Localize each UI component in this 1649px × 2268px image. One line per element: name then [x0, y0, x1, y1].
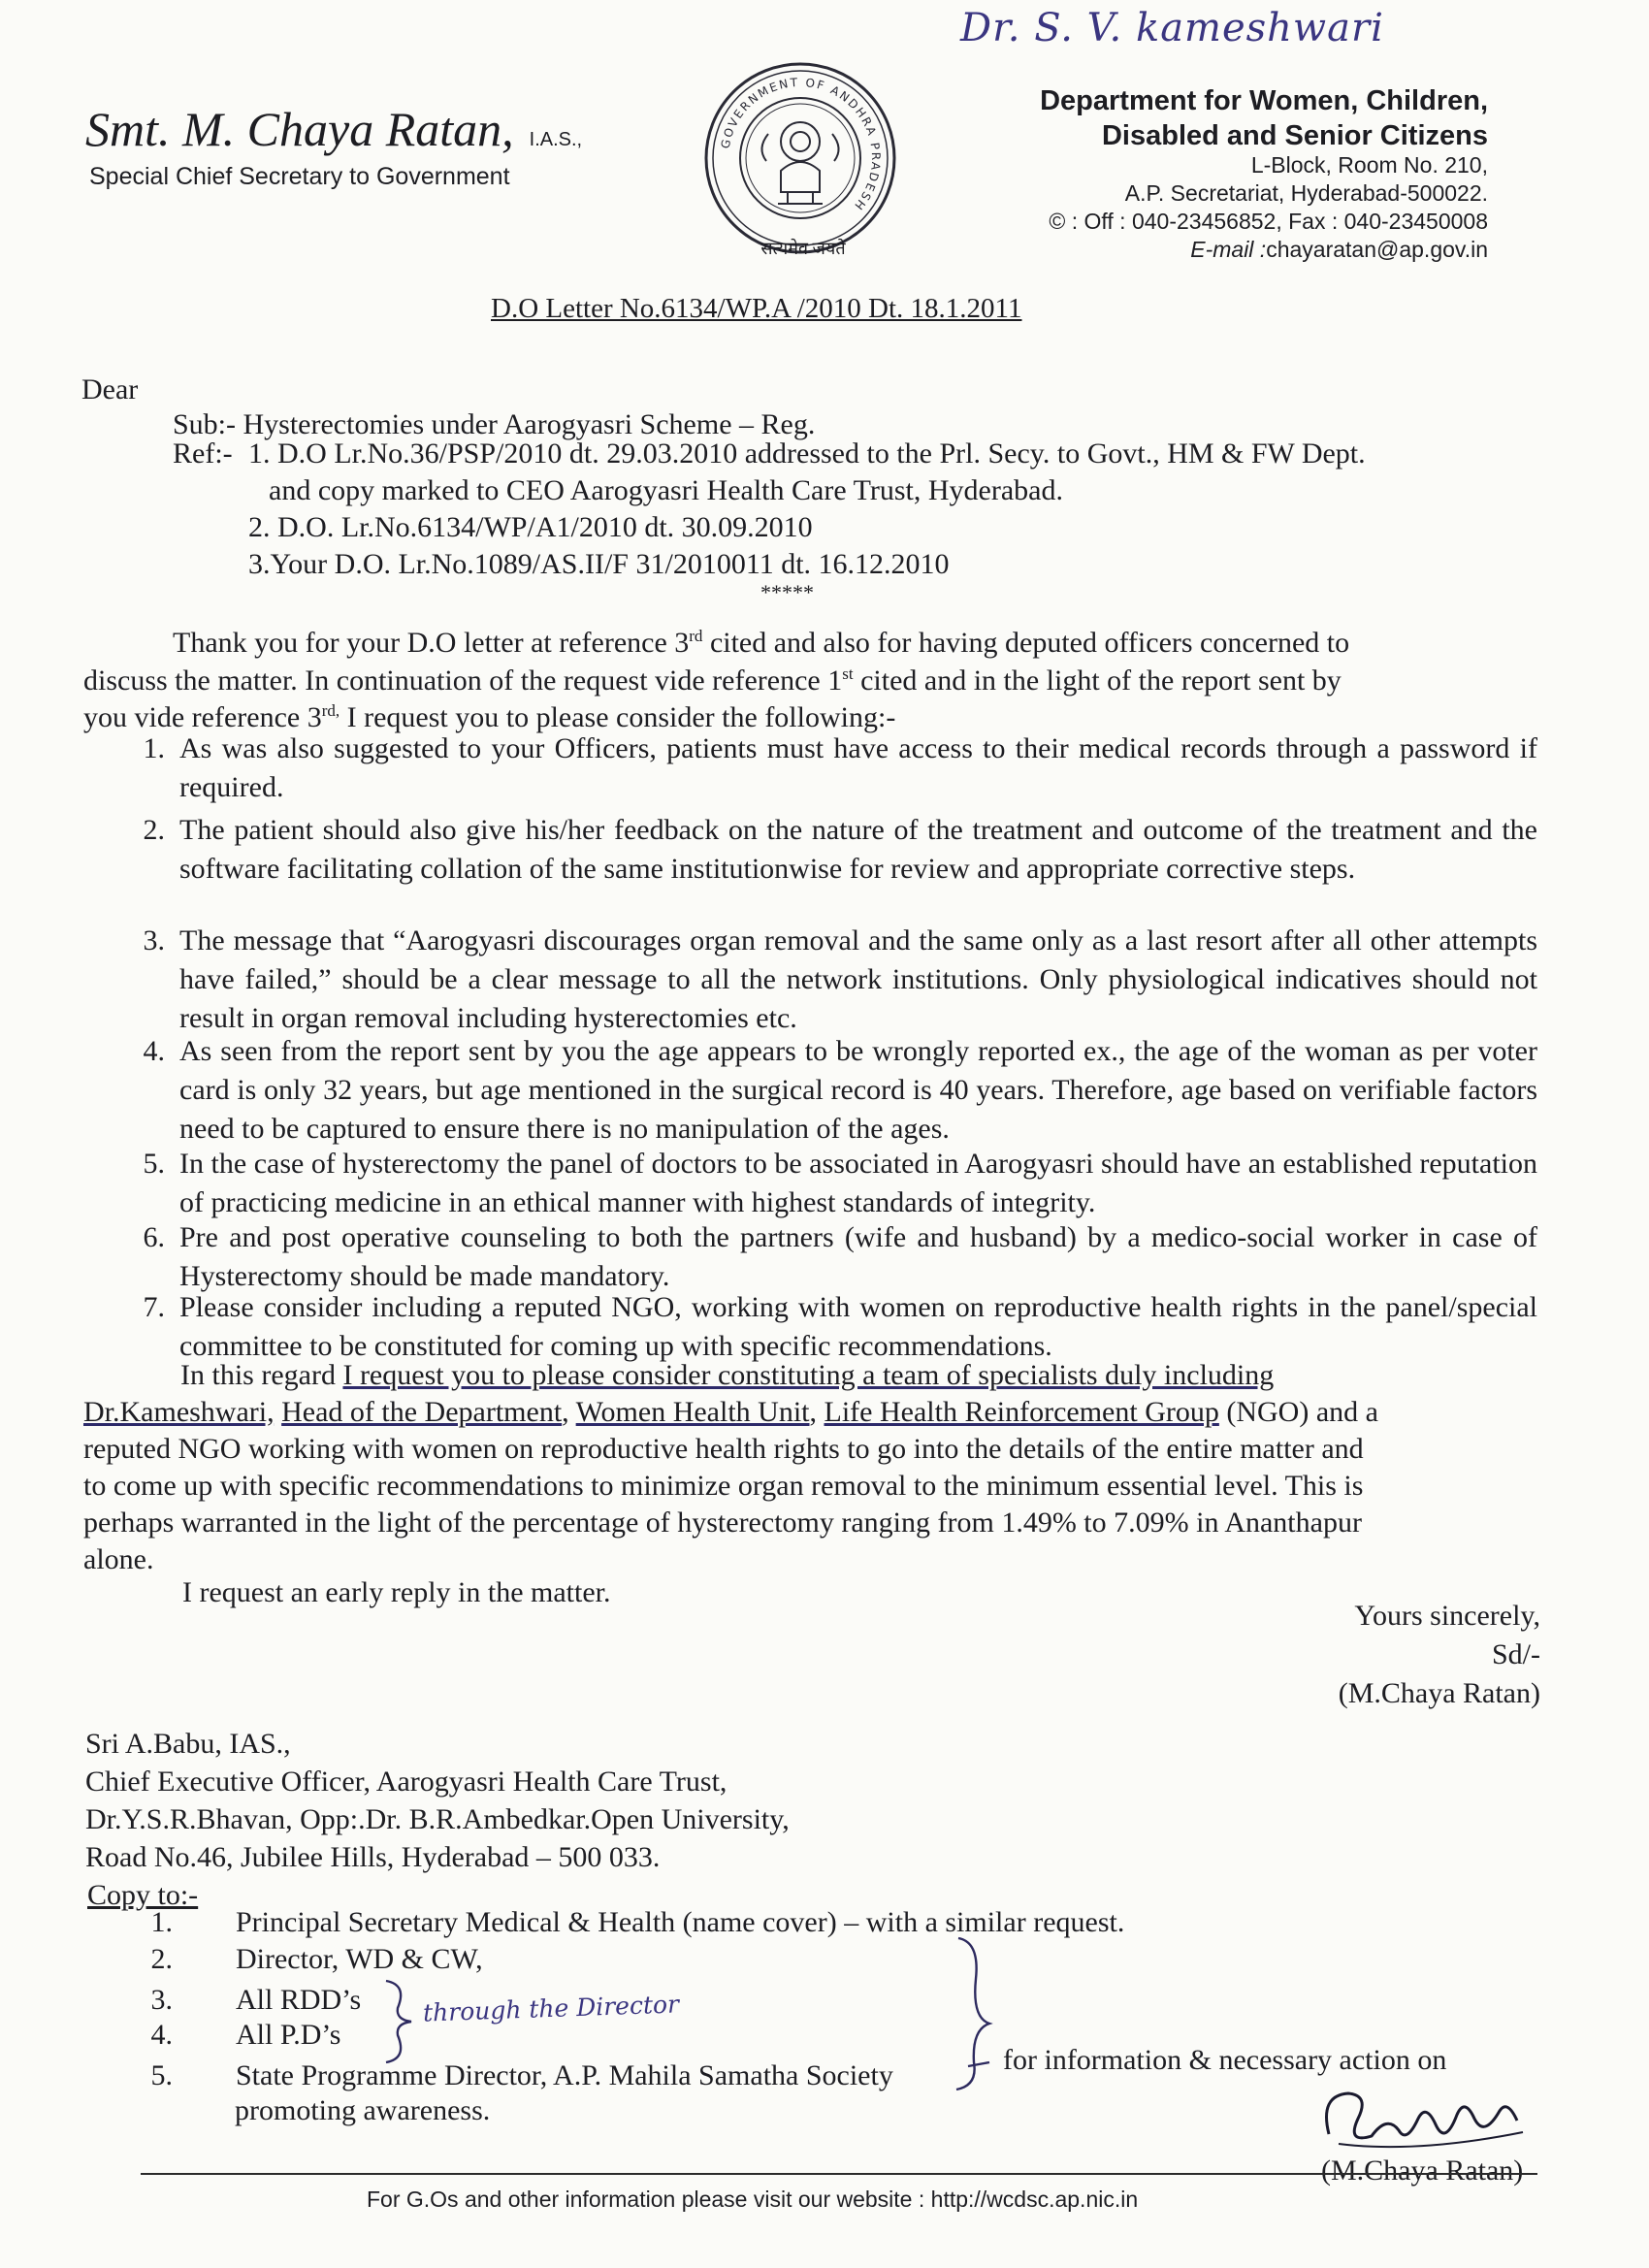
signature-name: (M.Chaya Ratan) [1321, 2155, 1524, 2187]
sender-suffix: I.A.S., [529, 129, 583, 150]
ref-label: Ref:- [173, 437, 233, 470]
point-number: 5. [143, 1148, 165, 1180]
separator-stars: ***** [760, 580, 814, 604]
department-name-line1: Department for Women, Children, [1040, 85, 1488, 116]
regard-sep4: (NGO) and a [1218, 1396, 1378, 1428]
signoff-yours: Yours sincerely, [1354, 1600, 1540, 1632]
department-email-line [1049, 236, 1488, 264]
addressee-line4: Road No.46, Jubilee Hills, Hyderabad – 500 033. [85, 1841, 661, 1873]
regard-sep1 [275, 1396, 282, 1428]
regard-hod-underlined: Head of the Department [281, 1396, 563, 1428]
reference-1a: 1. D.O Lr.No.36/PSP/2010 dt. 29.03.2010 addressed to the Prl. Secy. to Govt., HM & FW Dept. [248, 437, 1366, 470]
point-text: Pre and post operative counseling to both the partners (wife and husband) by a medico-social worker in case of Hysterectomy should be made mandatory. [179, 1221, 1537, 1292]
regard-line5: perhaps warranted in the light of the percentage of hysterectomy ranging from 1.49% to 7.09% in Ananthapur [83, 1507, 1362, 1539]
reference-2: 2. D.O. Lr.No.6134/WP/A1/2010 dt. 30.09.2010 [248, 511, 813, 543]
footer-website-note: For G.Os and other information please visit our website : http://wcdsc.ap.nic.in [367, 2187, 1139, 2212]
copy-number: 1. [150, 1906, 173, 1938]
department-phone: © : Off : 040-23456852, Fax : 040-23450008 [1049, 209, 1488, 234]
department-address1: L-Block, Room No. 210, [1250, 152, 1488, 178]
point-number: 7. [143, 1291, 165, 1323]
letter-reference-number: D.O Letter No.6134/WP.A /2010 Dt. 18.1.2011 [491, 293, 1022, 324]
intro-line1-sup: rd [689, 627, 703, 645]
addressee-block [85, 1725, 790, 1876]
signoff-name: (M.Chaya Ratan) [1338, 1677, 1540, 1709]
point-number: 6. [143, 1221, 165, 1253]
point-text: The message that “Aarogyasri discourages organ removal and the same only as a last resort after all other attempts have failed,” should be a clear message to all the network institutions. Only physiological indicatives should not result in organ removal including hysterectomies etc. [179, 924, 1537, 1034]
point-text: As was also suggested to your Officers, patients must have access to their medical records through a password if required. [179, 732, 1537, 803]
copy-number: 2. [150, 1943, 173, 1975]
addressee-line2: Chief Executive Officer, Aarogyasri Health Care Trust, [85, 1766, 728, 1798]
handwritten-note: through the Director [422, 1990, 680, 2027]
addressee-line3: Dr.Y.S.R.Bhavan, Opp:.Dr. B.R.Ambedkar.Open University, [85, 1803, 790, 1835]
regard-unit-underlined: Women Health Unit [575, 1396, 810, 1428]
regard-group-underlined: Life Health Reinforcement Group [824, 1396, 1219, 1428]
intro-line2-a: discuss the matter. In continuation of the request vide reference 1 [83, 664, 843, 697]
handwritten-annotation: Dr. S. V. kameshwari [960, 6, 1384, 50]
regard-sep2: , [562, 1396, 576, 1428]
signoff-sd: Sd/- [1491, 1638, 1540, 1670]
point-number: 4. [143, 1035, 165, 1067]
department-contact [1049, 151, 1488, 264]
copy-text: Director, WD & CW, [236, 1943, 483, 1975]
closing-request: I request an early reply in the matter. [182, 1576, 611, 1608]
intro-line1-a: Thank you for your D.O letter at reference 3 [173, 627, 690, 659]
copy-text: All RDD’s [236, 1984, 362, 2016]
point-text: Please consider including a reputed NGO, working with women on reproductive health rights in the panel/special committee to be constituted for coming up with specific recommendations. [179, 1291, 1537, 1362]
point-number: 1. [143, 732, 165, 764]
point-number: 3. [143, 924, 165, 956]
sender-name: Smt. M. Chaya Ratan, [85, 102, 514, 156]
footer-divider [141, 2173, 1537, 2175]
copy-number: 4. [150, 2019, 173, 2051]
regard-line3: reputed NGO working with women on reproductive health rights to go into the details of the entire matter and [83, 1433, 1364, 1465]
intro-line3-sup: rd, [321, 701, 340, 720]
regard-name-underlined: Dr.Kameshwari, [83, 1396, 275, 1428]
email-address: chayaratan@ap.gov.in [1266, 237, 1488, 262]
department-header [1040, 83, 1488, 153]
copy-text: State Programme Director, A.P. Mahila Samatha Society [236, 2059, 893, 2091]
copy-to-item5-continuation: promoting awareness. [235, 2094, 491, 2126]
department-address2: A.P. Secretariat, Hyderabad-500022. [1124, 180, 1488, 206]
email-label: E-mail : [1190, 237, 1267, 262]
department-name-line2: Disabled and Senior Citizens [1101, 120, 1488, 151]
copy-to-label: Copy to:- [87, 1879, 199, 1911]
addressee-line1: Sri A.Babu, IAS., [85, 1728, 291, 1760]
regard-line6: alone. [83, 1543, 154, 1575]
intro-line2-b: cited and in the light of the report sent by [853, 664, 1342, 697]
subject-line: Sub:- Hysterectomies under Aarogyasri Scheme – Reg. [173, 408, 816, 440]
copy-number: 3. [150, 1984, 173, 2016]
copy-text: Principal Secretary Medical & Health (name cover) – with a similar request. [236, 1906, 1125, 1938]
regard-line1 [180, 1356, 1538, 1395]
regard-sep3: , [809, 1396, 824, 1428]
intro-line3-a: you vide reference 3 [83, 701, 322, 733]
signoff-block [1339, 1597, 1540, 1713]
point-text: As seen from the report sent by you the age appears to be wrongly reported ex., the age of the woman as per voter card is only 32 years, but age mentioned in the surgical record is 40 years. Therefore, age based on verifiable factors need to be captured to ensure there is no manipulation of the ages. [179, 1035, 1537, 1145]
copy-action-note: for information & necessary action on [1003, 2044, 1447, 2076]
seal-motto: सत्यमेव जयते [760, 239, 846, 258]
salutation: Dear [81, 373, 139, 405]
regard-line2 [83, 1393, 1378, 1432]
point-text: In the case of hysterectomy the panel of doctors to be associated in Aarogyasri should have an established reputation of practicing medicine in an ethical manner with highest standards of integrity. [179, 1148, 1537, 1218]
point-number: 2. [143, 814, 165, 846]
seal-ring-text: GOVERNMENT OF ANDHRA PRADESH [718, 75, 884, 214]
point-text: The patient should also give his/her feedback on the nature of the treatment and outcome of the treatment and the software facilitating collation of the same institutionwise for review and appropriate corrective steps. [179, 814, 1537, 885]
copy-text: All P.D’s [236, 2019, 341, 2051]
sender-name-line [85, 101, 582, 157]
regard-intro: In this regard [180, 1359, 343, 1391]
sender-designation: Special Chief Secretary to Government [89, 163, 510, 190]
regard-request-underlined: I request you to please consider constituting a team of specialists duly including [342, 1359, 1275, 1391]
government-seal [698, 56, 902, 260]
intro-line1-b: cited and also for having deputed officers concerned to [702, 627, 1350, 659]
copy-number: 5. [150, 2059, 173, 2091]
seal-emblem-icon [698, 56, 902, 260]
reference-1b: and copy marked to CEO Aarogyasri Health Care Trust, Hyderabad. [269, 474, 1063, 506]
intro-line2-sup: st [842, 664, 854, 683]
intro-line3-b: I request you to please consider the following:- [340, 701, 896, 733]
reference-3: 3.Your D.O. Lr.No.1089/AS.II/F 31/2010011 dt. 16.12.2010 [248, 548, 950, 580]
regard-line4: to come up with specific recommendations to minimize organ removal to the minimum essential level. This is [83, 1470, 1364, 1502]
